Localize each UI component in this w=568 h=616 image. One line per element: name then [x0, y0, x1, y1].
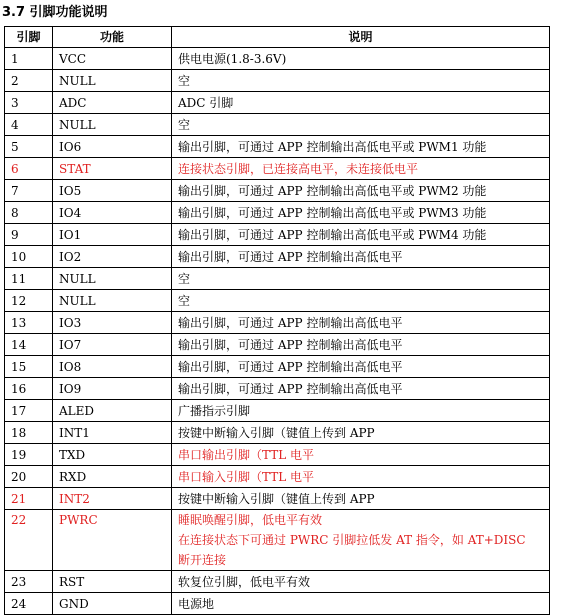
pin-number-cell: 22: [5, 510, 53, 571]
pin-function-cell: IO1: [53, 224, 172, 246]
description-line: 空: [178, 293, 191, 308]
pin-function-cell: ALED: [53, 400, 172, 422]
pin-description-cell: [172, 400, 550, 422]
description-line: ADC 引脚: [178, 95, 234, 110]
pin-description-cell: [172, 593, 550, 615]
table-row: [5, 378, 550, 400]
table-row: [5, 510, 550, 571]
description-line: 按键中断输入引脚（键值上传到 APP: [178, 425, 375, 440]
table-row: [5, 92, 550, 114]
pin-function-cell: NULL: [53, 268, 172, 290]
table-row: [5, 158, 550, 180]
pin-description-cell: [172, 312, 550, 334]
table-row: [5, 422, 550, 444]
table-row: [5, 334, 550, 356]
pin-description-cell: [172, 466, 550, 488]
description-line: 输出引脚，可通过 APP 控制输出高低电平: [178, 359, 403, 374]
pin-number-cell: 8: [5, 202, 53, 224]
table-row: [5, 593, 550, 615]
pin-number-cell: 18: [5, 422, 53, 444]
pin-function-cell: IO8: [53, 356, 172, 378]
pin-function-cell: ADC: [53, 92, 172, 114]
pin-number-cell: 16: [5, 378, 53, 400]
table-row: [5, 400, 550, 422]
description-line: 供电电源(1.8-3.6V): [178, 51, 287, 66]
table-row: [5, 246, 550, 268]
pin-number-cell: 3: [5, 92, 53, 114]
description-line: 输出引脚，可通过 APP 控制输出高低电平或 PWM3 功能: [178, 205, 487, 220]
description-line: 输出引脚，可通过 APP 控制输出高低电平或 PWM4 功能: [178, 227, 487, 242]
pin-function-cell: IO5: [53, 180, 172, 202]
description-line: 软复位引脚，低电平有效: [178, 574, 311, 589]
table-row: [5, 70, 550, 92]
description-line: 输出引脚，可通过 APP 控制输出高低电平: [178, 337, 403, 352]
pin-number-cell: 7: [5, 180, 53, 202]
pin-description-cell: [172, 444, 550, 466]
table-row: [5, 180, 550, 202]
pin-description-cell: [172, 510, 550, 571]
description-line: 串口输出引脚（TTL 电平: [178, 447, 315, 462]
pin-function-table: [4, 26, 550, 615]
pin-description-cell: [172, 224, 550, 246]
pin-function-cell: RXD: [53, 466, 172, 488]
table-header-row: [5, 27, 550, 48]
table-row: [5, 268, 550, 290]
description-line: 串口输入引脚（TTL 电平: [178, 469, 315, 484]
pin-description-cell: [172, 334, 550, 356]
description-line: 电源地: [178, 596, 215, 611]
table-row: [5, 290, 550, 312]
pin-number-cell: 10: [5, 246, 53, 268]
pin-description-cell: [172, 488, 550, 510]
description-line: 空: [178, 73, 191, 88]
pin-description-cell: [172, 290, 550, 312]
pin-description-cell: [172, 158, 550, 180]
description-line: 在连接状态下可通过 PWRC 引脚拉低发 AT 指令，如 AT+DISC: [178, 533, 526, 547]
pin-function-cell: IO3: [53, 312, 172, 334]
table-row: [5, 356, 550, 378]
description-line: 空: [178, 117, 191, 132]
description-line: 输出引脚，可通过 APP 控制输出高低电平: [178, 315, 403, 330]
description-line: 广播指示引脚: [178, 403, 251, 418]
pin-description-cell: [172, 136, 550, 158]
header-function: 功能: [53, 27, 172, 48]
description-line: 连接状态引脚，已连接高电平，未连接低电平: [178, 161, 419, 176]
pin-number-cell: 2: [5, 70, 53, 92]
pin-number-cell: 13: [5, 312, 53, 334]
table-row: [5, 312, 550, 334]
pin-number-cell: 23: [5, 571, 53, 593]
pin-function-cell: NULL: [53, 290, 172, 312]
pin-number-cell: 17: [5, 400, 53, 422]
table-row: [5, 136, 550, 158]
table-row: [5, 48, 550, 70]
table-row: [5, 444, 550, 466]
header-pin: 引脚: [5, 27, 53, 48]
pin-number-cell: 19: [5, 444, 53, 466]
section-title: 3.7 引脚功能说明: [2, 5, 108, 20]
pin-number-cell: 12: [5, 290, 53, 312]
pin-function-cell: IO2: [53, 246, 172, 268]
pin-function-cell: TXD: [53, 444, 172, 466]
pin-number-cell: 21: [5, 488, 53, 510]
description-line: 睡眠唤醒引脚，低电平有效: [178, 513, 323, 527]
pin-description-cell: [172, 378, 550, 400]
pin-number-cell: 5: [5, 136, 53, 158]
pin-function-cell: IO9: [53, 378, 172, 400]
table-row: [5, 114, 550, 136]
pin-number-cell: 24: [5, 593, 53, 615]
pin-description-cell: [172, 70, 550, 92]
table-row: [5, 202, 550, 224]
pin-function-cell: NULL: [53, 70, 172, 92]
pin-number-cell: 20: [5, 466, 53, 488]
pin-function-cell: INT2: [53, 488, 172, 510]
pin-description-cell: [172, 422, 550, 444]
pin-number-cell: 11: [5, 268, 53, 290]
pin-number-cell: 9: [5, 224, 53, 246]
pin-description-cell: [172, 48, 550, 70]
description-line: 断开连接: [178, 553, 227, 567]
pin-number-cell: 6: [5, 158, 53, 180]
pin-description-cell: [172, 246, 550, 268]
pin-function-cell: NULL: [53, 114, 172, 136]
pin-function-cell: PWRC: [53, 510, 172, 571]
table-row: [5, 488, 550, 510]
pin-description-cell: [172, 356, 550, 378]
table-row: [5, 224, 550, 246]
pin-function-cell: STAT: [53, 158, 172, 180]
pin-number-cell: 4: [5, 114, 53, 136]
pin-function-cell: IO4: [53, 202, 172, 224]
table-row: [5, 571, 550, 593]
pin-description-cell: [172, 202, 550, 224]
pin-function-cell: IO7: [53, 334, 172, 356]
table-row: [5, 466, 550, 488]
pin-number-cell: 1: [5, 48, 53, 70]
pin-function-cell: INT1: [53, 422, 172, 444]
pin-number-cell: 15: [5, 356, 53, 378]
pin-description-cell: [172, 180, 550, 202]
description-line: 空: [178, 271, 191, 286]
pin-function-cell: GND: [53, 593, 172, 615]
description-line: 按键中断输入引脚（键值上传到 APP: [178, 491, 375, 506]
description-line: 输出引脚，可通过 APP 控制输出高低电平: [178, 249, 403, 264]
pin-description-cell: [172, 571, 550, 593]
pin-description-cell: [172, 92, 550, 114]
pin-function-cell: IO6: [53, 136, 172, 158]
description-line: 输出引脚，可通过 APP 控制输出高低电平或 PWM1 功能: [178, 139, 487, 154]
pin-description-cell: [172, 268, 550, 290]
description-line: 输出引脚，可通过 APP 控制输出高低电平或 PWM2 功能: [178, 183, 487, 198]
description-line: 输出引脚，可通过 APP 控制输出高低电平: [178, 381, 403, 396]
header-description: 说明: [172, 27, 550, 48]
pin-description-cell: [172, 114, 550, 136]
pin-function-cell: RST: [53, 571, 172, 593]
pin-function-cell: VCC: [53, 48, 172, 70]
pin-number-cell: 14: [5, 334, 53, 356]
